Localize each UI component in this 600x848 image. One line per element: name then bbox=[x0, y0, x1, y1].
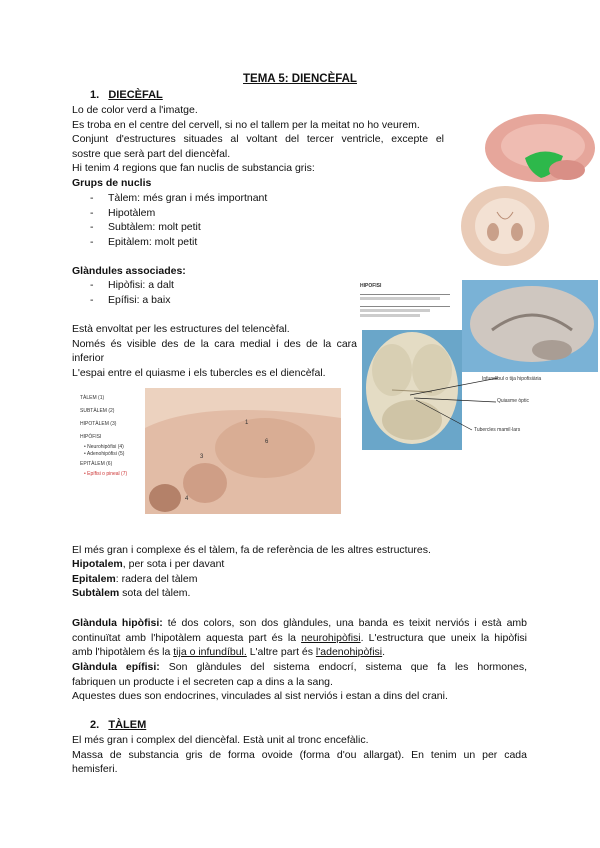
section-legend: TÀLEM (1) SUBTÀLEM (2) HIPOTÀLEM (3) HIPÒFISI • Neurohipòfisi (4) • Adenohipòfisi (5) EPITÀLEM (6) • Epífisi o pineal (7) bbox=[80, 395, 128, 477]
list-item: - Hipòfisi: a dalt bbox=[90, 278, 174, 293]
brain-sagittal-coronal-figure bbox=[455, 108, 595, 268]
label-quiasme: Quiasme òptic bbox=[497, 398, 529, 404]
list-item: - Hipotàlem bbox=[90, 206, 267, 221]
talem-paragraph: El més gran i complex del diencèfal. Està unit al tronc encefàlic. Massa de substancia gris de forma ovoide (forma d'ou allargat). En tenim un per cada hemisferi. bbox=[72, 734, 527, 776]
talem-summary: El més gran i complexe és el tàlem, fa de referència de les altres estructures. bbox=[72, 544, 431, 556]
def-subtalem: Subtàlem sota del tàlem. bbox=[72, 587, 191, 599]
hipofisi-inset: HIPÒFISI bbox=[360, 283, 458, 328]
list-item: - Tàlem: més gran i més importnant bbox=[90, 191, 267, 206]
label-infundibul: Infundíbul o tija hipofisiària bbox=[482, 376, 542, 382]
glands-title: Glàndules associades: bbox=[72, 265, 186, 277]
svg-text:1: 1 bbox=[245, 420, 249, 426]
surround-paragraph: Està envoltat per les estructures del telencèfal. Només és visible des de la cara medial i des de la cara inferior L'espai entre el quiasme i els tubercles es el diencèfal. bbox=[72, 323, 357, 379]
list-item: - Epitàlem: molt petit bbox=[90, 235, 267, 250]
diencephalon-section-photo bbox=[145, 388, 341, 514]
list-item: - Epífisi: a baix bbox=[90, 293, 174, 308]
page-title: TEMA 5: DIENCÈFAL bbox=[243, 73, 357, 85]
groups-list bbox=[90, 191, 267, 249]
def-hipotalem: Hipotalem, per sota i per davant bbox=[72, 558, 225, 570]
figure-pointer-lines bbox=[400, 340, 500, 440]
svg-text:4: 4 bbox=[185, 496, 189, 502]
list-item: - Subtàlem: molt petit bbox=[90, 220, 267, 235]
svg-text:6: 6 bbox=[265, 439, 269, 445]
def-epitalem: Epitalem: radera del tàlem bbox=[72, 573, 198, 585]
epifisi-paragraph: Glàndula epífisi: Son glàndules del sistema endocrí, sistema que fa les hormones, fabriquen un producte i el secreten cap a dins a la sang. Aquestes dues son endocrines, vinculades al sist nerviós i estan a dins del crani. bbox=[72, 661, 527, 703]
label-tubercles: Tubercles mamil·lars bbox=[474, 427, 521, 433]
svg-text:3: 3 bbox=[200, 454, 204, 460]
section-1-heading: 1. DIECÈFAL bbox=[90, 89, 163, 101]
hipofisi-paragraph: Glàndula hipòfisi: té dos colors, son dos glàndules, una banda es teixit nerviós i està amb continuïtat amb l'hipotàlem aquesta part és la neurohipòfisi. L'estructura que uneix la hipòfisi amb l'hipotàlem és la tija o infundíbul. L'altre part és l'adenohipòfisi. bbox=[72, 617, 528, 659]
glands-list bbox=[90, 278, 174, 307]
section-2-heading: 2. TÀLEM bbox=[90, 719, 147, 731]
intro-paragraph: Lo de color verd a l'imatge. Es troba en el centre del cervell, si no el tallem per la meitat no ho veurem. Conjunt d'estructures situades al voltant del tercer ventricle, excepte el sostre que serà part del diencèfal. Hi tenim 4 regions que fan nuclis de substancia gris: Grups de nuclis bbox=[72, 104, 444, 189]
